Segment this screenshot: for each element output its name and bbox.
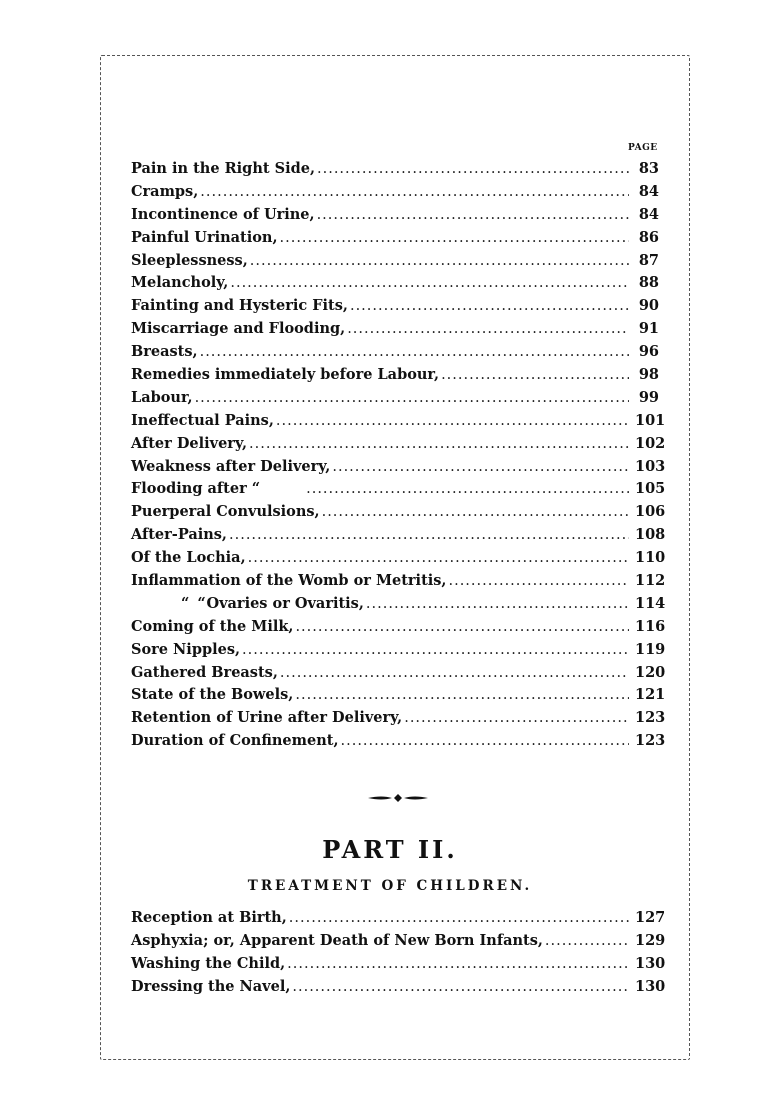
toc-entry bbox=[131, 931, 666, 955]
toc-entry bbox=[131, 206, 659, 229]
entry-page: 123 bbox=[635, 709, 666, 727]
toc-entry bbox=[131, 480, 666, 503]
toc-entry bbox=[131, 320, 659, 343]
toc-entry bbox=[131, 686, 666, 709]
entry-page: 106 bbox=[635, 503, 666, 521]
entry-page: 120 bbox=[635, 663, 666, 681]
dot-leader bbox=[306, 481, 629, 497]
entry-title: Fainting and Hysteric Fits, bbox=[131, 297, 348, 315]
dot-leader bbox=[250, 253, 629, 269]
entry-title: State of the Bowels, bbox=[131, 686, 294, 704]
toc-entry bbox=[131, 663, 666, 687]
ditto-mark: “ bbox=[197, 594, 206, 612]
page-column-heading: PAGE bbox=[628, 143, 658, 153]
entry-page: 90 bbox=[638, 297, 659, 315]
entry-page: 101 bbox=[635, 411, 666, 429]
toc-entry bbox=[131, 526, 666, 549]
toc-entry bbox=[131, 709, 666, 732]
entry-title: Labour, bbox=[131, 388, 193, 406]
entry-title: Ovaries or Ovaritis, bbox=[206, 594, 364, 612]
entry-page: 87 bbox=[638, 251, 659, 269]
entry-page: 103 bbox=[635, 457, 666, 475]
dot-leader bbox=[287, 956, 629, 972]
entry-title: Coming of the Milk, bbox=[131, 617, 294, 635]
dot-leader bbox=[289, 910, 629, 926]
dot-leader bbox=[347, 321, 629, 337]
toc-entry bbox=[131, 640, 666, 664]
entry-page: 96 bbox=[638, 343, 659, 361]
toc-entry bbox=[131, 252, 659, 275]
entry-title: Reception at Birth, bbox=[131, 909, 287, 926]
entry-page: 123 bbox=[635, 732, 666, 750]
toc-entry bbox=[131, 183, 659, 206]
entry-page: 127 bbox=[635, 909, 666, 926]
entry-title: Retention of Urine after Delivery, bbox=[131, 709, 403, 727]
entry-page: 105 bbox=[635, 480, 666, 498]
dot-leader bbox=[280, 230, 630, 246]
entry-title: After Delivery, bbox=[131, 434, 248, 452]
entry-title: Pain in the Right Side, bbox=[131, 160, 315, 177]
entry-title: Breasts, bbox=[131, 343, 198, 361]
entry-title: Gathered Breasts, bbox=[131, 663, 278, 681]
entry-title: Puerperal Convulsions, bbox=[131, 503, 320, 521]
dot-leader bbox=[195, 390, 629, 406]
toc-entry bbox=[131, 617, 666, 641]
entry-title: Flooding after “ bbox=[131, 480, 261, 498]
part-subtitle: TREATMENT OF CHILDREN. bbox=[247, 878, 533, 894]
entry-title: Cramps, bbox=[131, 182, 199, 200]
dot-leader bbox=[545, 933, 629, 949]
dot-leader bbox=[332, 459, 629, 475]
dot-leader bbox=[200, 184, 629, 200]
entry-title: Inflammation of the Womb or Metritis, bbox=[131, 572, 447, 590]
dot-leader bbox=[322, 504, 629, 520]
entry-page: 83 bbox=[638, 160, 659, 177]
entry-page: 121 bbox=[635, 686, 666, 704]
entry-page: 102 bbox=[635, 434, 666, 452]
entry-page: 91 bbox=[638, 320, 659, 338]
entry-page: 86 bbox=[638, 228, 659, 246]
entry-page: 110 bbox=[635, 549, 666, 567]
entry-title: Miscarriage and Flooding, bbox=[131, 320, 346, 338]
entry-page: 130 bbox=[635, 954, 666, 972]
dot-leader bbox=[404, 710, 629, 726]
entry-title: Dressing the Navel, bbox=[131, 977, 291, 995]
part-title: PART II. bbox=[322, 835, 458, 864]
entry-title: Ineffectual Pains, bbox=[131, 411, 274, 429]
dot-leader bbox=[295, 619, 629, 635]
dot-leader bbox=[242, 642, 629, 658]
dot-leader bbox=[350, 298, 629, 314]
entry-title: Remedies immediately before Labour, bbox=[131, 366, 440, 384]
dot-leader bbox=[295, 687, 629, 703]
dot-leader bbox=[448, 573, 629, 589]
dot-leader bbox=[341, 733, 630, 749]
ornament-divider bbox=[366, 793, 430, 803]
entry-title: After-Pains, bbox=[131, 526, 227, 544]
toc-entry bbox=[131, 411, 666, 435]
entry-page: 99 bbox=[638, 388, 659, 406]
toc-entry bbox=[131, 457, 666, 481]
entry-page: 98 bbox=[638, 366, 659, 384]
dot-leader bbox=[276, 413, 629, 429]
dot-leader bbox=[249, 436, 629, 452]
dot-leader bbox=[366, 596, 629, 612]
dot-leader bbox=[248, 550, 629, 566]
entry-title: Of the Lochia, bbox=[131, 549, 246, 567]
dot-leader bbox=[280, 665, 629, 681]
entry-page: 84 bbox=[638, 205, 659, 223]
entry-title: Sore Nipples, bbox=[131, 640, 241, 658]
entry-page: 114 bbox=[635, 594, 666, 612]
entry-title: Weakness after Delivery, bbox=[131, 457, 331, 475]
toc-entry bbox=[131, 366, 659, 389]
toc-entry bbox=[131, 389, 659, 412]
toc-entry bbox=[131, 343, 659, 366]
dot-leader bbox=[441, 367, 629, 383]
entry-title: Melancholy, bbox=[131, 274, 229, 292]
toc-entry bbox=[131, 434, 666, 458]
toc-entry bbox=[131, 274, 659, 297]
entry-page: 84 bbox=[638, 182, 659, 200]
toc-entry bbox=[131, 503, 666, 526]
toc-entry bbox=[131, 954, 666, 978]
entry-title: Washing the Child, bbox=[131, 954, 286, 972]
toc-list bbox=[131, 160, 666, 755]
entry-title: Painful Urination, bbox=[131, 228, 278, 246]
toc-entry bbox=[131, 549, 666, 572]
toc-entry bbox=[131, 732, 666, 755]
entry-page: 108 bbox=[635, 526, 666, 544]
entry-page: 130 bbox=[635, 977, 666, 995]
toc-entry bbox=[131, 572, 666, 595]
entry-page: 88 bbox=[638, 274, 659, 292]
dot-leader bbox=[317, 207, 629, 223]
toc-list-part-2 bbox=[131, 909, 666, 1001]
entry-title: Asphyxia; or, Apparent Death of New Born Infants, bbox=[131, 931, 543, 949]
toc-entry bbox=[131, 909, 666, 932]
toc-entry bbox=[131, 160, 659, 183]
ditto-mark: “ bbox=[181, 594, 190, 612]
entry-title: Incontinence of Urine, bbox=[131, 205, 315, 223]
entry-page: 129 bbox=[635, 931, 666, 949]
toc-entry bbox=[131, 229, 659, 252]
dot-leader bbox=[317, 161, 629, 177]
dot-leader bbox=[200, 344, 629, 360]
dot-leader bbox=[229, 527, 629, 543]
entry-page: 119 bbox=[635, 640, 666, 658]
toc-entry bbox=[131, 594, 666, 618]
toc-entry bbox=[131, 977, 666, 1001]
dot-leader bbox=[292, 979, 629, 995]
dot-leader bbox=[230, 275, 629, 291]
entry-title: Duration of Confinement, bbox=[131, 732, 339, 750]
entry-page: 112 bbox=[635, 572, 666, 590]
entry-title: Sleeplessness, bbox=[131, 251, 248, 269]
toc-entry bbox=[131, 297, 659, 320]
entry-page: 116 bbox=[635, 617, 666, 635]
